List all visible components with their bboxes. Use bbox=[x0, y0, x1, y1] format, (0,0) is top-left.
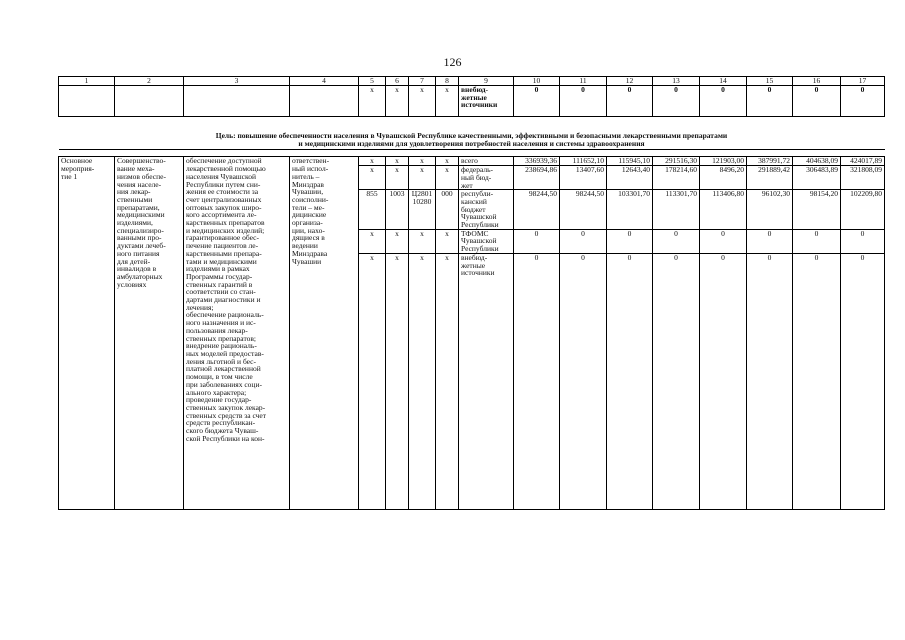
funding-source: федераль- ный бюд- жет bbox=[459, 166, 514, 190]
column-number-cell: 17 bbox=[841, 77, 885, 86]
column-number-cell: 14 bbox=[700, 77, 747, 86]
amount-cell: 404638,09 bbox=[793, 157, 841, 166]
amount-cell: 0 bbox=[653, 229, 700, 253]
code-cell: x bbox=[409, 157, 436, 166]
amount-cell: 0 bbox=[841, 86, 885, 117]
funding-source: республи- канский бюджет Чувашской Республики bbox=[459, 190, 514, 230]
code-cell: x bbox=[386, 253, 409, 509]
amount-cell: 98244,50 bbox=[560, 190, 607, 230]
code-cell: x bbox=[436, 229, 459, 253]
amount-cell: 0 bbox=[700, 229, 747, 253]
empty-cell bbox=[184, 86, 290, 117]
column-number-row bbox=[59, 77, 885, 86]
amount-cell: 306483,89 bbox=[793, 166, 841, 190]
amount-cell: 0 bbox=[653, 253, 700, 509]
program-table bbox=[58, 76, 885, 510]
page-number: 126 bbox=[443, 55, 462, 69]
column-number-cell: 15 bbox=[747, 77, 793, 86]
code-cell: x bbox=[386, 229, 409, 253]
amount-cell: 96102,30 bbox=[747, 190, 793, 230]
table-row-top bbox=[59, 86, 885, 117]
amount-cell: 0 bbox=[560, 229, 607, 253]
column-number-cell: 5 bbox=[359, 77, 386, 86]
amount-cell: 103301,70 bbox=[607, 190, 653, 230]
spacer-row bbox=[59, 150, 885, 157]
amount-cell: 0 bbox=[560, 86, 607, 117]
code-cell: x bbox=[359, 229, 386, 253]
amount-cell: 0 bbox=[747, 86, 793, 117]
amount-cell: 424017,89 bbox=[841, 157, 885, 166]
empty-cell bbox=[115, 86, 184, 117]
code-cell: 855 bbox=[359, 190, 386, 230]
code-cell: x bbox=[436, 157, 459, 166]
amount-cell: 113301,70 bbox=[653, 190, 700, 230]
amount-cell: 113406,80 bbox=[700, 190, 747, 230]
amount-cell: 0 bbox=[793, 86, 841, 117]
amount-cell: 0 bbox=[514, 253, 560, 509]
goal-heading: Цель: повышение обеспеченности населения в Чувашской Республике качественными, эффективными и безопасными лекарственными препаратами и медицинскими изделиями для удовлетворения потребностей населения и системы здравоохранения bbox=[59, 117, 885, 150]
code-cell: x bbox=[436, 86, 459, 117]
code-cell: 000 bbox=[436, 190, 459, 230]
code-cell: x bbox=[409, 86, 436, 117]
code-cell: x bbox=[386, 166, 409, 190]
column-number-cell: 8 bbox=[436, 77, 459, 86]
column-number-cell: 2 bbox=[115, 77, 184, 86]
amount-cell: 0 bbox=[747, 229, 793, 253]
empty-cell bbox=[290, 86, 359, 117]
amount-cell: 98154,20 bbox=[793, 190, 841, 230]
code-cell: x bbox=[436, 253, 459, 509]
activity-description: обеспечение доступной лекарственной помощью населения Чувашской Республики путем сни- жения ее стоимости за счет централизованных оптовых закупок широ- кого ассортимента ле- карственных препаратов и медицинских изделий; гарантированное обес- печение пациентов ле- карственными препара- тами и медицинскими изделиями в рамках Программы государ- ственных гарантий в соответствии со стан- дартами диагностики и лечения; обеспечение рациональ- ного назначения и ис- пользования лекар- ственных препаратов; внедрение рациональ- ных моделей предостав- ления льготной и бес- платной лекарственной помощи, в том числе при заболеваниях соци- ального характера; проведение государ- ственных закупок лекар- ственных средств за счет средств республикан- ского бюджета Чуваш- ской Республики на кон- bbox=[184, 157, 290, 509]
funding-source: всего bbox=[459, 157, 514, 166]
amount-cell: 0 bbox=[607, 229, 653, 253]
responsible-executor: ответствен- ный испол- нитель – Минздрав Чувашии, соисполни- тели – ме- дицинские организа- ции, нахо- дящиеся в ведении Минздрава Чувашии bbox=[290, 157, 359, 509]
funding-source: внебюд- жетные источники bbox=[459, 86, 514, 117]
amount-cell: 336939,36 bbox=[514, 157, 560, 166]
amount-cell: 0 bbox=[560, 253, 607, 509]
column-number-cell: 13 bbox=[653, 77, 700, 86]
amount-cell: 178214,60 bbox=[653, 166, 700, 190]
amount-cell: 387991,72 bbox=[747, 157, 793, 166]
column-number-cell: 12 bbox=[607, 77, 653, 86]
code-cell: x bbox=[436, 166, 459, 190]
amount-cell: 0 bbox=[514, 229, 560, 253]
amount-cell: 8496,20 bbox=[700, 166, 747, 190]
amount-cell: 0 bbox=[607, 253, 653, 509]
amount-cell: 115945,10 bbox=[607, 157, 653, 166]
column-number-cell: 11 bbox=[560, 77, 607, 86]
amount-cell: 0 bbox=[747, 253, 793, 509]
code-cell: x bbox=[359, 86, 386, 117]
amount-cell: 0 bbox=[793, 253, 841, 509]
amount-cell: 0 bbox=[793, 229, 841, 253]
funding-source: ТФОМС Чувашской Республики bbox=[459, 229, 514, 253]
amount-cell: 238694,86 bbox=[514, 166, 560, 190]
amount-cell: 0 bbox=[653, 86, 700, 117]
code-cell: x bbox=[386, 157, 409, 166]
column-number-cell: 6 bbox=[386, 77, 409, 86]
code-cell: Ц2801 10280 bbox=[409, 190, 436, 230]
spacer-cell bbox=[59, 150, 885, 157]
code-cell: x bbox=[386, 86, 409, 117]
column-number-cell: 9 bbox=[459, 77, 514, 86]
column-number-cell: 3 bbox=[184, 77, 290, 86]
code-cell: x bbox=[359, 253, 386, 509]
goal-row bbox=[59, 117, 885, 150]
amount-cell: 13407,60 bbox=[560, 166, 607, 190]
code-cell: x bbox=[359, 166, 386, 190]
amount-cell: 0 bbox=[514, 86, 560, 117]
amount-cell: 291889,42 bbox=[747, 166, 793, 190]
funding-source: внебюд- жетные источники bbox=[459, 253, 514, 509]
column-number-cell: 10 bbox=[514, 77, 560, 86]
amount-cell: 0 bbox=[841, 253, 885, 509]
empty-cell bbox=[59, 86, 115, 117]
amount-cell: 98244,50 bbox=[514, 190, 560, 230]
column-number-cell: 4 bbox=[290, 77, 359, 86]
amount-cell: 12643,40 bbox=[607, 166, 653, 190]
amount-cell: 102209,80 bbox=[841, 190, 885, 230]
column-number-cell: 1 bbox=[59, 77, 115, 86]
amount-cell: 0 bbox=[841, 229, 885, 253]
code-cell: x bbox=[409, 253, 436, 509]
code-cell: 1003 bbox=[386, 190, 409, 230]
activity-number: Основное мероприя- тие 1 bbox=[59, 157, 115, 509]
amount-cell: 121903,00 bbox=[700, 157, 747, 166]
table-row-funding-0 bbox=[59, 157, 885, 166]
amount-cell: 0 bbox=[700, 253, 747, 509]
column-number-cell: 16 bbox=[793, 77, 841, 86]
amount-cell: 111652,10 bbox=[560, 157, 607, 166]
amount-cell: 321808,09 bbox=[841, 166, 885, 190]
column-number-cell: 7 bbox=[409, 77, 436, 86]
amount-cell: 0 bbox=[700, 86, 747, 117]
activity-title: Совершенство- вание меха- низмов обеспе- чения населе- ния лекар- ственными препаратами, медицинскими изделиями, специализиро- ванными про- дуктами лечеб- ного питания для детей- инвалидов в амбулаторных условиях bbox=[115, 157, 184, 509]
code-cell: x bbox=[409, 166, 436, 190]
amount-cell: 0 bbox=[607, 86, 653, 117]
code-cell: x bbox=[409, 229, 436, 253]
amount-cell: 291516,30 bbox=[653, 157, 700, 166]
code-cell: x bbox=[359, 157, 386, 166]
